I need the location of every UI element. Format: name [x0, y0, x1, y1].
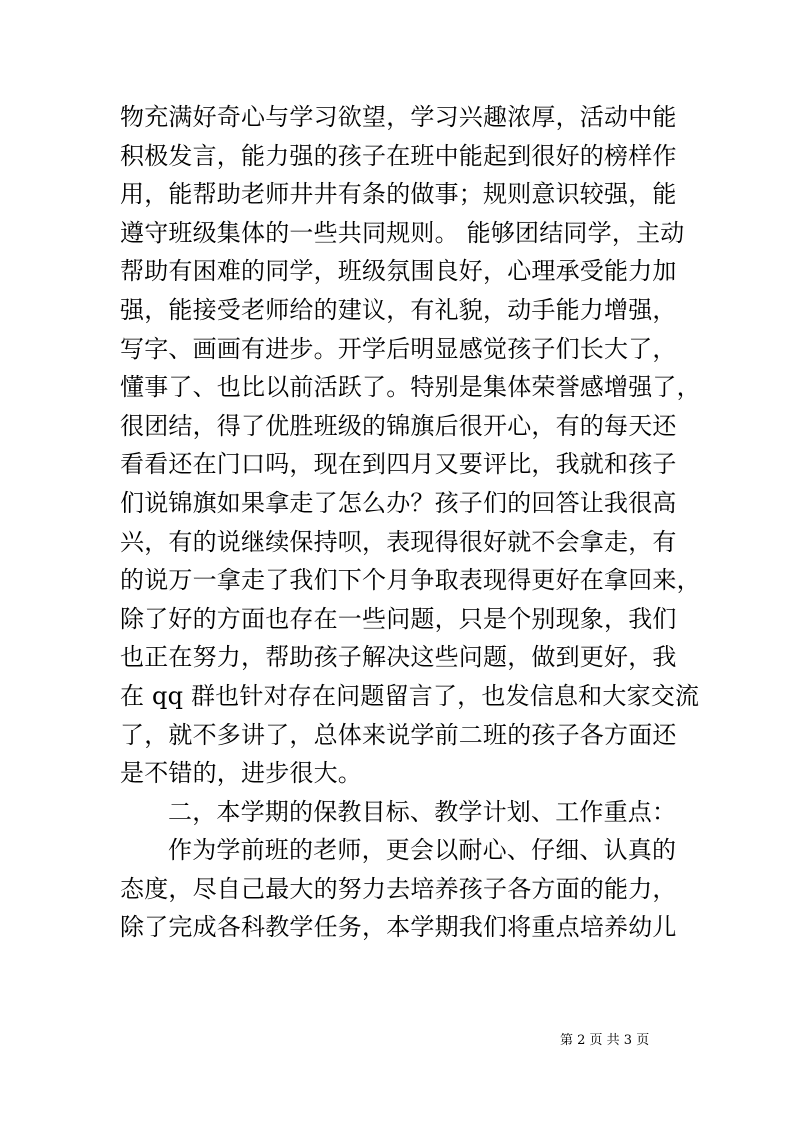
paragraph-line: 作为学前班的老师，更会以耐心、仔细、认真的	[168, 836, 677, 865]
paragraph-line: 了，就不多讲了，总体来说学前二班的孩子各方面还	[120, 720, 677, 749]
section-heading: 二，本学期的保教目标、教学计划、工作重点：	[168, 797, 677, 826]
paragraph-line: 懂事了、也比以前活跃了。特别是集体荣誉感增强了，	[120, 373, 701, 402]
paragraph-line: 很团结，得了优胜班级的锦旗后很开心，有的每天还	[120, 411, 677, 440]
paragraph-line: 的说万一拿走了我们下个月争取表现得更好在拿回来，	[120, 566, 701, 595]
paragraph-line: 强，能接受老师给的建议，有礼貌，动手能力增强，	[120, 295, 677, 324]
paragraph-line: 积极发言，能力强的孩子在班中能起到很好的榜样作	[120, 141, 677, 170]
paragraph-line: 态度，尽自己最大的努力去培养孩子各方面的能力，	[120, 874, 677, 903]
paragraph-line: 在 qq 群也针对存在问题留言了，也发信息和大家交流	[120, 681, 700, 710]
paragraph-line: 也正在努力，帮助孩子解决这些问题，做到更好，我	[120, 643, 677, 672]
paragraph-line: 除了好的方面也存在一些问题，只是个别现象，我们	[120, 604, 677, 633]
paragraph-line: 们说锦旗如果拿走了怎么办？孩子们的回答让我很高	[120, 488, 677, 517]
page-number-footer: 第 2 页 共 3 页	[560, 1033, 650, 1048]
paragraph-line: 物充满好奇心与学习欲望，学习兴趣浓厚，活动中能	[120, 103, 677, 131]
paragraph-line: 写字、画画有进步。开学后明显感觉孩子们长大了，	[120, 334, 677, 363]
paragraph-line: 看看还在门口吗，现在到四月又要评比，我就和孩子	[120, 450, 677, 479]
paragraph-line: 帮助有困难的同学，班级氛围良好，心理承受能力加	[120, 257, 677, 286]
paragraph-line: 除了完成各科教学任务，本学期我们将重点培养幼儿	[120, 913, 677, 942]
document-body	[120, 98, 701, 947]
paragraph-line: 用，能帮助老师井井有条的做事；规则意识较强，能	[120, 180, 677, 209]
paragraph-line: 是不错的，进步很大。	[120, 759, 362, 788]
paragraph-line: 遵守班级集体的一些共同规则。 能够团结同学，主动	[120, 218, 685, 247]
paragraph-line: 兴，有的说继续保持呗，表现得很好就不会拿走，有	[120, 527, 677, 556]
